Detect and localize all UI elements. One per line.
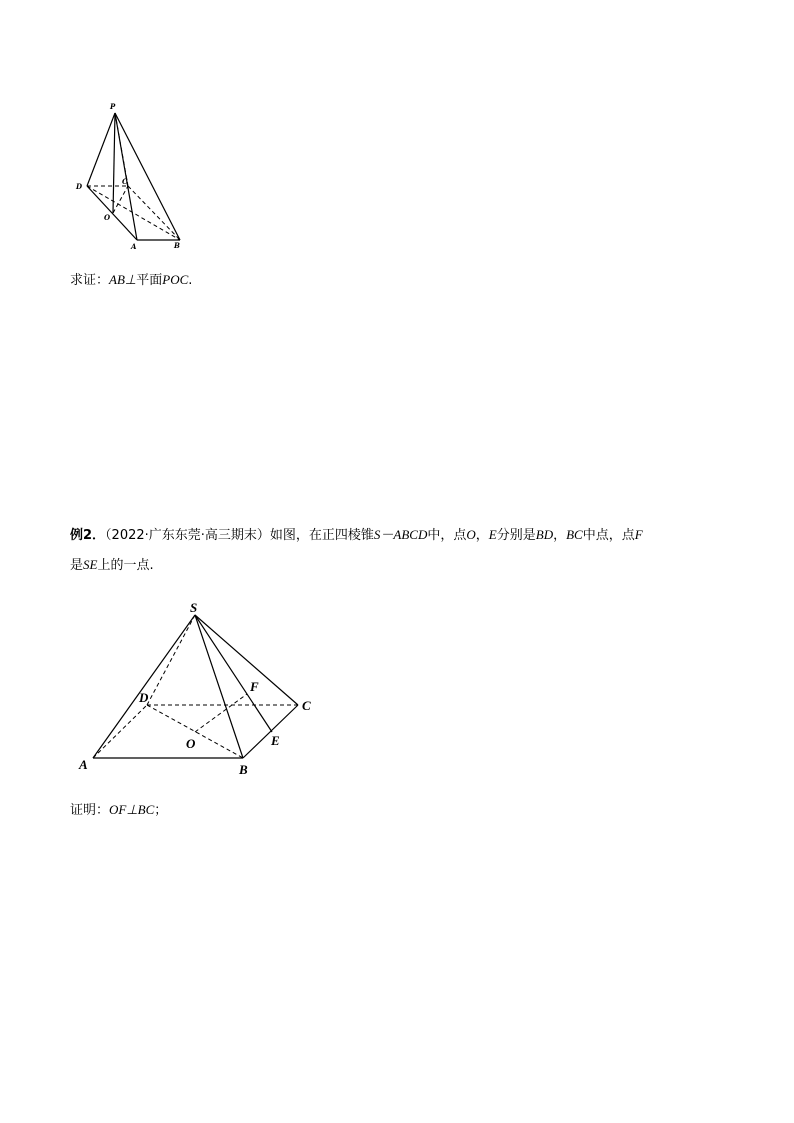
text-5: 中点，点 <box>582 528 635 543</box>
math-e: E <box>488 527 497 542</box>
figure-1-pyramid <box>70 98 200 258</box>
segment-se <box>195 615 272 732</box>
statement-1 <box>70 271 192 290</box>
math-bd: BD <box>535 527 554 542</box>
label-b: B <box>174 241 180 250</box>
edge-pd <box>87 113 115 186</box>
text-2: ， <box>475 528 489 543</box>
edge-sa <box>93 615 195 758</box>
statement-1-math: AB⊥ <box>109 272 137 287</box>
text-7: 上的一点. <box>97 558 154 573</box>
math-s-abcd: S－ABCD <box>373 527 428 542</box>
label-d: D <box>139 690 149 705</box>
statement-1-end: . <box>188 273 193 288</box>
math-f: F <box>634 527 643 542</box>
label-c: C <box>122 177 128 186</box>
label-a: A <box>131 242 137 251</box>
segment-of <box>195 694 247 732</box>
statement-2-math: OF⊥BC <box>109 802 155 817</box>
edge-ad <box>93 705 147 758</box>
statement-2 <box>70 801 167 820</box>
label-b: B <box>239 762 248 777</box>
figure-2-pyramid <box>70 596 330 786</box>
statement-2-end: ； <box>154 803 168 818</box>
label-e: E <box>271 733 280 748</box>
statement-1-mid: 平面 <box>136 273 163 288</box>
label-d: D <box>76 182 83 191</box>
text-1: 中，点 <box>427 528 467 543</box>
example-2-source: （2022·广东东莞·高三期末）如图，在正四棱锥 <box>105 528 374 543</box>
math-se: SE <box>83 557 98 572</box>
label-s: S <box>190 600 198 615</box>
label-o: O <box>104 213 111 222</box>
math-bc: BC <box>566 527 583 542</box>
example-2-line-2 <box>70 556 154 575</box>
label-p: P <box>110 102 116 111</box>
edge-sd <box>147 615 195 705</box>
edge-bc <box>243 705 298 758</box>
text-6: 是 <box>70 558 84 573</box>
statement-1-prefix: 求证： <box>70 273 110 288</box>
example-2-line-1 <box>70 526 643 545</box>
statement-2-prefix: 证明： <box>70 803 110 818</box>
label-a: A <box>79 757 88 772</box>
label-c: C <box>302 698 311 713</box>
label-o: O <box>186 736 196 751</box>
statement-1-math2: POC <box>162 272 189 287</box>
example-2-label: 例2． <box>70 528 106 543</box>
edge-po <box>113 113 115 213</box>
label-f: F <box>250 679 259 694</box>
text-3: 分别是 <box>496 528 536 543</box>
text-4: ， <box>553 528 567 543</box>
math-o: O <box>466 527 476 542</box>
